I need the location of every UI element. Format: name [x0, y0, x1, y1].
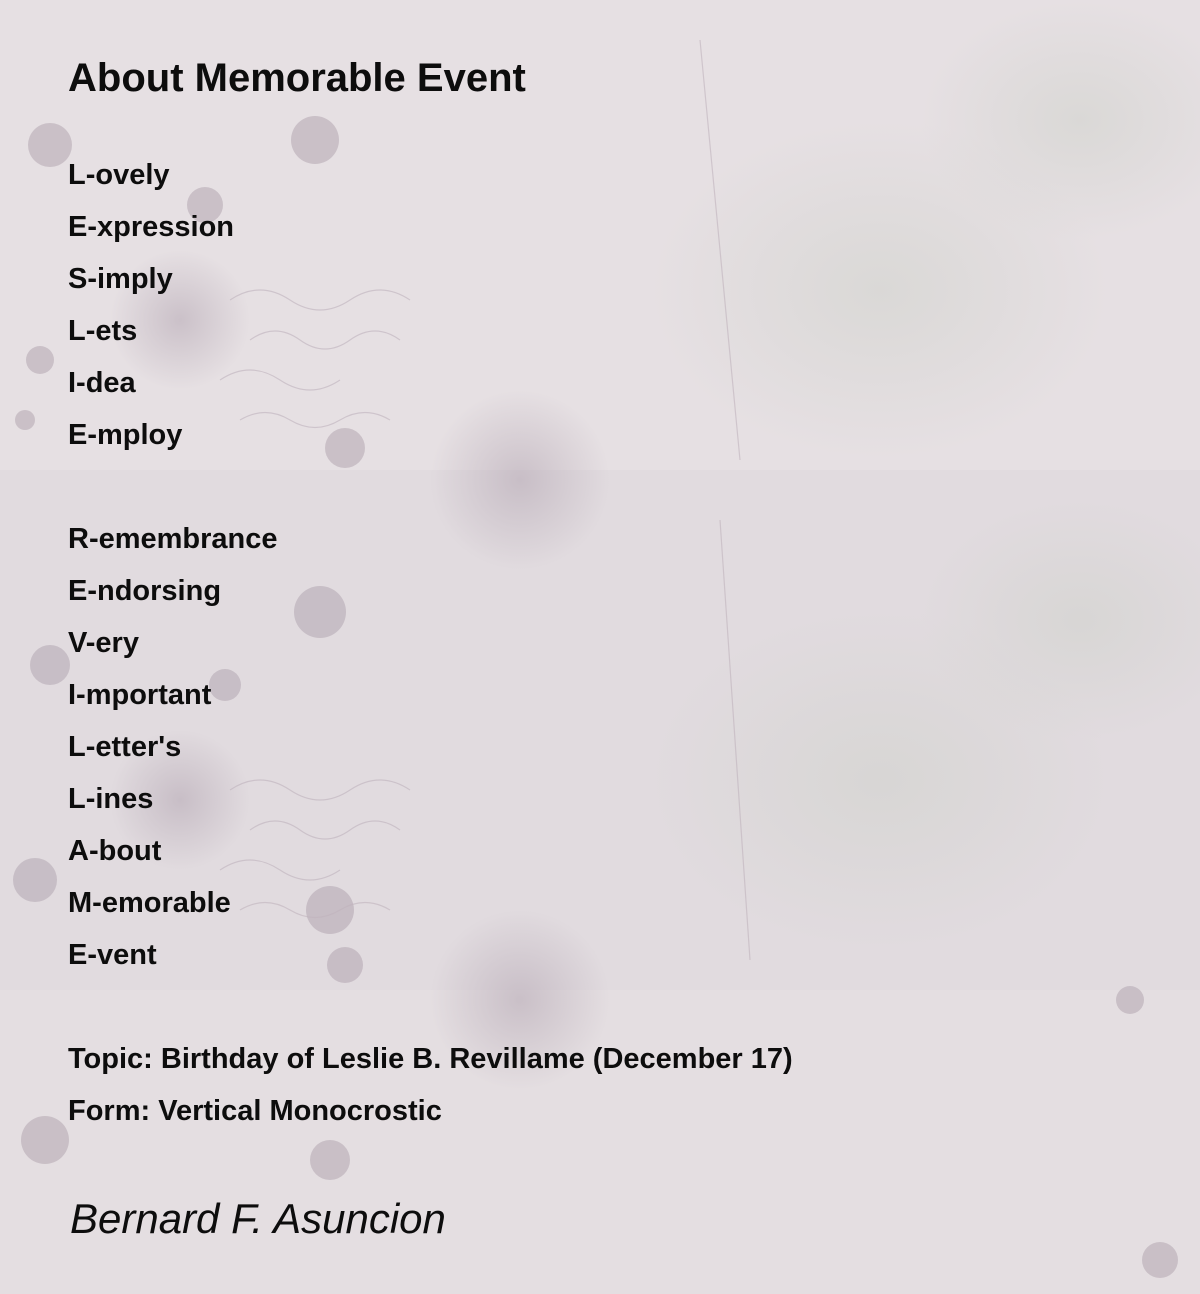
- poem-line: E-xpression: [68, 211, 234, 243]
- poem-line: I-dea: [68, 367, 136, 399]
- poem-topic: Topic: Birthday of Leslie B. Revillame (December 17): [68, 1043, 793, 1075]
- poem-line: R-emembrance: [68, 523, 278, 555]
- poem-title: About Memorable Event: [68, 56, 526, 100]
- poem-line: E-ndorsing: [68, 575, 222, 607]
- poem-line: L-ines: [68, 783, 154, 815]
- poem-line: I-mportant: [68, 679, 212, 711]
- poem-line: A-bout: [68, 835, 162, 867]
- poem-line: L-etter's: [68, 731, 182, 763]
- poem-line: E-mploy: [68, 419, 183, 451]
- stanza-2: [68, 517, 278, 985]
- poem-form: Form: Vertical Monocrostic: [68, 1095, 442, 1127]
- poem-line: M-emorable: [68, 887, 231, 919]
- poem-line: L-ovely: [68, 159, 170, 191]
- poem-line: S-imply: [68, 263, 173, 295]
- stanza-1: [68, 153, 234, 465]
- poem-line: V-ery: [68, 627, 139, 659]
- poem-line: E-vent: [68, 939, 157, 971]
- poem-notes: [68, 1037, 793, 1141]
- poem-author: Bernard F. Asuncion: [70, 1195, 446, 1242]
- poem-line: L-ets: [68, 315, 138, 347]
